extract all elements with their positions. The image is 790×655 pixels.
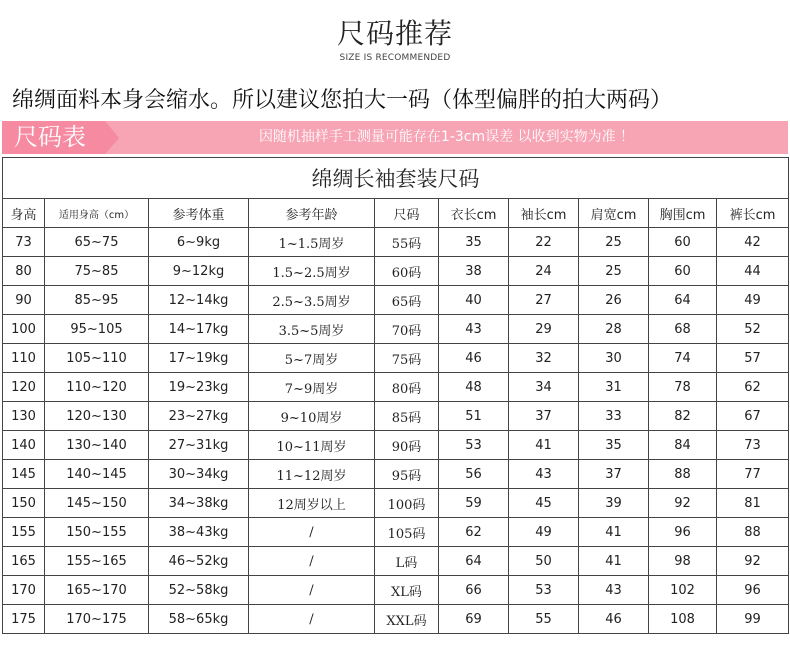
cell-top-length: 59	[439, 489, 509, 518]
table-row	[3, 518, 789, 547]
size-banner	[2, 121, 788, 154]
cell-sleeve-length: 22	[509, 228, 579, 257]
cell-top-length: 51	[439, 402, 509, 431]
header-sleeve-length: 袖长cm	[509, 199, 579, 228]
cell-sleeve-length: 45	[509, 489, 579, 518]
cell-sleeve-length: 41	[509, 431, 579, 460]
cell-sleeve-length: 43	[509, 460, 579, 489]
cell-pants-length: 73	[717, 431, 789, 460]
cell-ref-age: 12周岁以上	[249, 489, 375, 518]
cell-ref-weight: 34~38kg	[149, 489, 249, 518]
cell-applicable-height: 155~165	[45, 547, 149, 576]
cell-height: 140	[3, 431, 45, 460]
cell-height: 100	[3, 315, 45, 344]
table-row	[3, 257, 789, 286]
cell-height: 175	[3, 605, 45, 634]
cell-shoulder-width: 37	[579, 460, 649, 489]
cell-ref-weight: 38~43kg	[149, 518, 249, 547]
cell-shoulder-width: 33	[579, 402, 649, 431]
cell-size: 65码	[375, 286, 439, 315]
header-ref-weight: 参考体重	[149, 199, 249, 228]
cell-height: 110	[3, 344, 45, 373]
table-row	[3, 373, 789, 402]
cell-height: 90	[3, 286, 45, 315]
header-size: 尺码	[375, 199, 439, 228]
cell-height: 145	[3, 460, 45, 489]
cell-pants-length: 81	[717, 489, 789, 518]
cell-chest: 64	[649, 286, 717, 315]
cell-applicable-height: 165~170	[45, 576, 149, 605]
cell-shoulder-width: 26	[579, 286, 649, 315]
table-row	[3, 460, 789, 489]
cell-applicable-height: 120~130	[45, 402, 149, 431]
header-pants-length: 裤长cm	[717, 199, 789, 228]
cell-shoulder-width: 28	[579, 315, 649, 344]
cell-chest: 74	[649, 344, 717, 373]
cell-sleeve-length: 32	[509, 344, 579, 373]
table-row	[3, 547, 789, 576]
table-row	[3, 344, 789, 373]
cell-shoulder-width: 25	[579, 228, 649, 257]
cell-height: 165	[3, 547, 45, 576]
cell-ref-weight: 17~19kg	[149, 344, 249, 373]
cell-size: 55码	[375, 228, 439, 257]
cell-pants-length: 96	[717, 576, 789, 605]
cell-applicable-height: 150~155	[45, 518, 149, 547]
cell-ref-weight: 30~34kg	[149, 460, 249, 489]
cell-applicable-height: 140~145	[45, 460, 149, 489]
cell-height: 155	[3, 518, 45, 547]
cell-ref-age: 5~7周岁	[249, 344, 375, 373]
table-row	[3, 576, 789, 605]
header-height: 身高	[3, 199, 45, 228]
cell-chest: 92	[649, 489, 717, 518]
cell-applicable-height: 110~120	[45, 373, 149, 402]
cell-chest: 88	[649, 460, 717, 489]
header-top-length: 衣长cm	[439, 199, 509, 228]
cell-sleeve-length: 37	[509, 402, 579, 431]
cell-ref-weight: 46~52kg	[149, 547, 249, 576]
cell-size: L码	[375, 547, 439, 576]
banner-label: 尺码表	[2, 121, 105, 154]
cell-size: 100码	[375, 489, 439, 518]
cell-pants-length: 67	[717, 402, 789, 431]
cell-size: XXL码	[375, 605, 439, 634]
cell-applicable-height: 170~175	[45, 605, 149, 634]
cell-ref-weight: 9~12kg	[149, 257, 249, 286]
cell-ref-weight: 27~31kg	[149, 431, 249, 460]
cell-chest: 84	[649, 431, 717, 460]
cell-pants-length: 44	[717, 257, 789, 286]
cell-height: 130	[3, 402, 45, 431]
cell-ref-age: 11~12周岁	[249, 460, 375, 489]
cell-chest: 96	[649, 518, 717, 547]
header-shoulder-width: 肩宽cm	[579, 199, 649, 228]
header-ref-age: 参考年龄	[249, 199, 375, 228]
header-applicable-height: 适用身高（cm）	[45, 199, 149, 228]
cell-shoulder-width: 31	[579, 373, 649, 402]
cell-sleeve-length: 24	[509, 257, 579, 286]
cell-ref-age: /	[249, 605, 375, 634]
header-chest: 胸围cm	[649, 199, 717, 228]
cell-ref-weight: 6~9kg	[149, 228, 249, 257]
cell-shoulder-width: 41	[579, 518, 649, 547]
cell-applicable-height: 95~105	[45, 315, 149, 344]
cell-top-length: 56	[439, 460, 509, 489]
cell-size: 85码	[375, 402, 439, 431]
cell-ref-weight: 14~17kg	[149, 315, 249, 344]
table-title: 绵绸长袖套装尺码	[3, 158, 789, 199]
cell-size: 60码	[375, 257, 439, 286]
cell-shoulder-width: 39	[579, 489, 649, 518]
cell-top-length: 38	[439, 257, 509, 286]
cell-applicable-height: 130~140	[45, 431, 149, 460]
cell-top-length: 40	[439, 286, 509, 315]
table-row	[3, 489, 789, 518]
cell-sleeve-length: 50	[509, 547, 579, 576]
table-row	[3, 286, 789, 315]
size-table-wrap	[2, 157, 788, 634]
cell-height: 73	[3, 228, 45, 257]
cell-pants-length: 62	[717, 373, 789, 402]
cell-chest: 98	[649, 547, 717, 576]
cell-top-length: 62	[439, 518, 509, 547]
cell-size: 95码	[375, 460, 439, 489]
cell-pants-length: 77	[717, 460, 789, 489]
cell-chest: 60	[649, 228, 717, 257]
cell-shoulder-width: 46	[579, 605, 649, 634]
cell-height: 80	[3, 257, 45, 286]
cell-top-length: 43	[439, 315, 509, 344]
cell-ref-age: 3.5~5周岁	[249, 315, 375, 344]
cell-ref-age: 1.5~2.5周岁	[249, 257, 375, 286]
cell-size: 70码	[375, 315, 439, 344]
cell-top-length: 66	[439, 576, 509, 605]
cell-top-length: 48	[439, 373, 509, 402]
size-table	[2, 157, 789, 634]
cell-ref-weight: 12~14kg	[149, 286, 249, 315]
cell-size: XL码	[375, 576, 439, 605]
table-row	[3, 315, 789, 344]
cell-top-length: 35	[439, 228, 509, 257]
cell-ref-age: 2.5~3.5周岁	[249, 286, 375, 315]
cell-ref-age: 7~9周岁	[249, 373, 375, 402]
cell-chest: 68	[649, 315, 717, 344]
cell-size: 90码	[375, 431, 439, 460]
cell-sleeve-length: 55	[509, 605, 579, 634]
cell-ref-age: 1~1.5周岁	[249, 228, 375, 257]
cell-size: 75码	[375, 344, 439, 373]
table-body	[3, 228, 789, 634]
cell-shoulder-width: 35	[579, 431, 649, 460]
cell-sleeve-length: 29	[509, 315, 579, 344]
cell-top-length: 46	[439, 344, 509, 373]
cell-shoulder-width: 25	[579, 257, 649, 286]
cell-chest: 108	[649, 605, 717, 634]
cell-ref-weight: 58~65kg	[149, 605, 249, 634]
cell-ref-age: /	[249, 518, 375, 547]
cell-shoulder-width: 30	[579, 344, 649, 373]
cell-top-length: 64	[439, 547, 509, 576]
cell-pants-length: 88	[717, 518, 789, 547]
table-row	[3, 605, 789, 634]
cell-sleeve-length: 53	[509, 576, 579, 605]
cell-chest: 82	[649, 402, 717, 431]
cell-applicable-height: 75~85	[45, 257, 149, 286]
cell-chest: 60	[649, 257, 717, 286]
cell-top-length: 53	[439, 431, 509, 460]
cell-chest: 78	[649, 373, 717, 402]
cell-ref-weight: 19~23kg	[149, 373, 249, 402]
cell-height: 170	[3, 576, 45, 605]
cell-ref-age: /	[249, 547, 375, 576]
table-row	[3, 431, 789, 460]
table-row	[3, 402, 789, 431]
cell-shoulder-width: 41	[579, 547, 649, 576]
cell-pants-length: 52	[717, 315, 789, 344]
cell-pants-length: 92	[717, 547, 789, 576]
cell-ref-weight: 52~58kg	[149, 576, 249, 605]
cell-height: 150	[3, 489, 45, 518]
cell-height: 120	[3, 373, 45, 402]
cell-pants-length: 99	[717, 605, 789, 634]
cell-applicable-height: 105~110	[45, 344, 149, 373]
cell-shoulder-width: 43	[579, 576, 649, 605]
cell-pants-length: 57	[717, 344, 789, 373]
table-header-row	[3, 199, 789, 228]
cell-pants-length: 42	[717, 228, 789, 257]
shrink-note: 绵绸面料本身会缩水。所以建议您拍大一码（体型偏胖的拍大两码）	[12, 88, 673, 113]
cell-ref-age: 10~11周岁	[249, 431, 375, 460]
cell-size: 80码	[375, 373, 439, 402]
cell-sleeve-length: 49	[509, 518, 579, 547]
cell-ref-weight: 23~27kg	[149, 402, 249, 431]
cell-applicable-height: 85~95	[45, 286, 149, 315]
cell-ref-age: /	[249, 576, 375, 605]
cell-applicable-height: 65~75	[45, 228, 149, 257]
cell-chest: 102	[649, 576, 717, 605]
cell-sleeve-length: 34	[509, 373, 579, 402]
page-subtitle: SIZE IS RECOMMENDED	[339, 53, 451, 63]
cell-top-length: 69	[439, 605, 509, 634]
table-row	[3, 228, 789, 257]
cell-sleeve-length: 27	[509, 286, 579, 315]
cell-ref-age: 9~10周岁	[249, 402, 375, 431]
banner-notice: 因随机抽样手工测量可能存在1-3cm误差 以收到实物为准 ！	[258, 129, 635, 145]
page-title: 尺码推荐	[336, 17, 453, 50]
cell-size: 105码	[375, 518, 439, 547]
cell-pants-length: 49	[717, 286, 789, 315]
cell-applicable-height: 145~150	[45, 489, 149, 518]
